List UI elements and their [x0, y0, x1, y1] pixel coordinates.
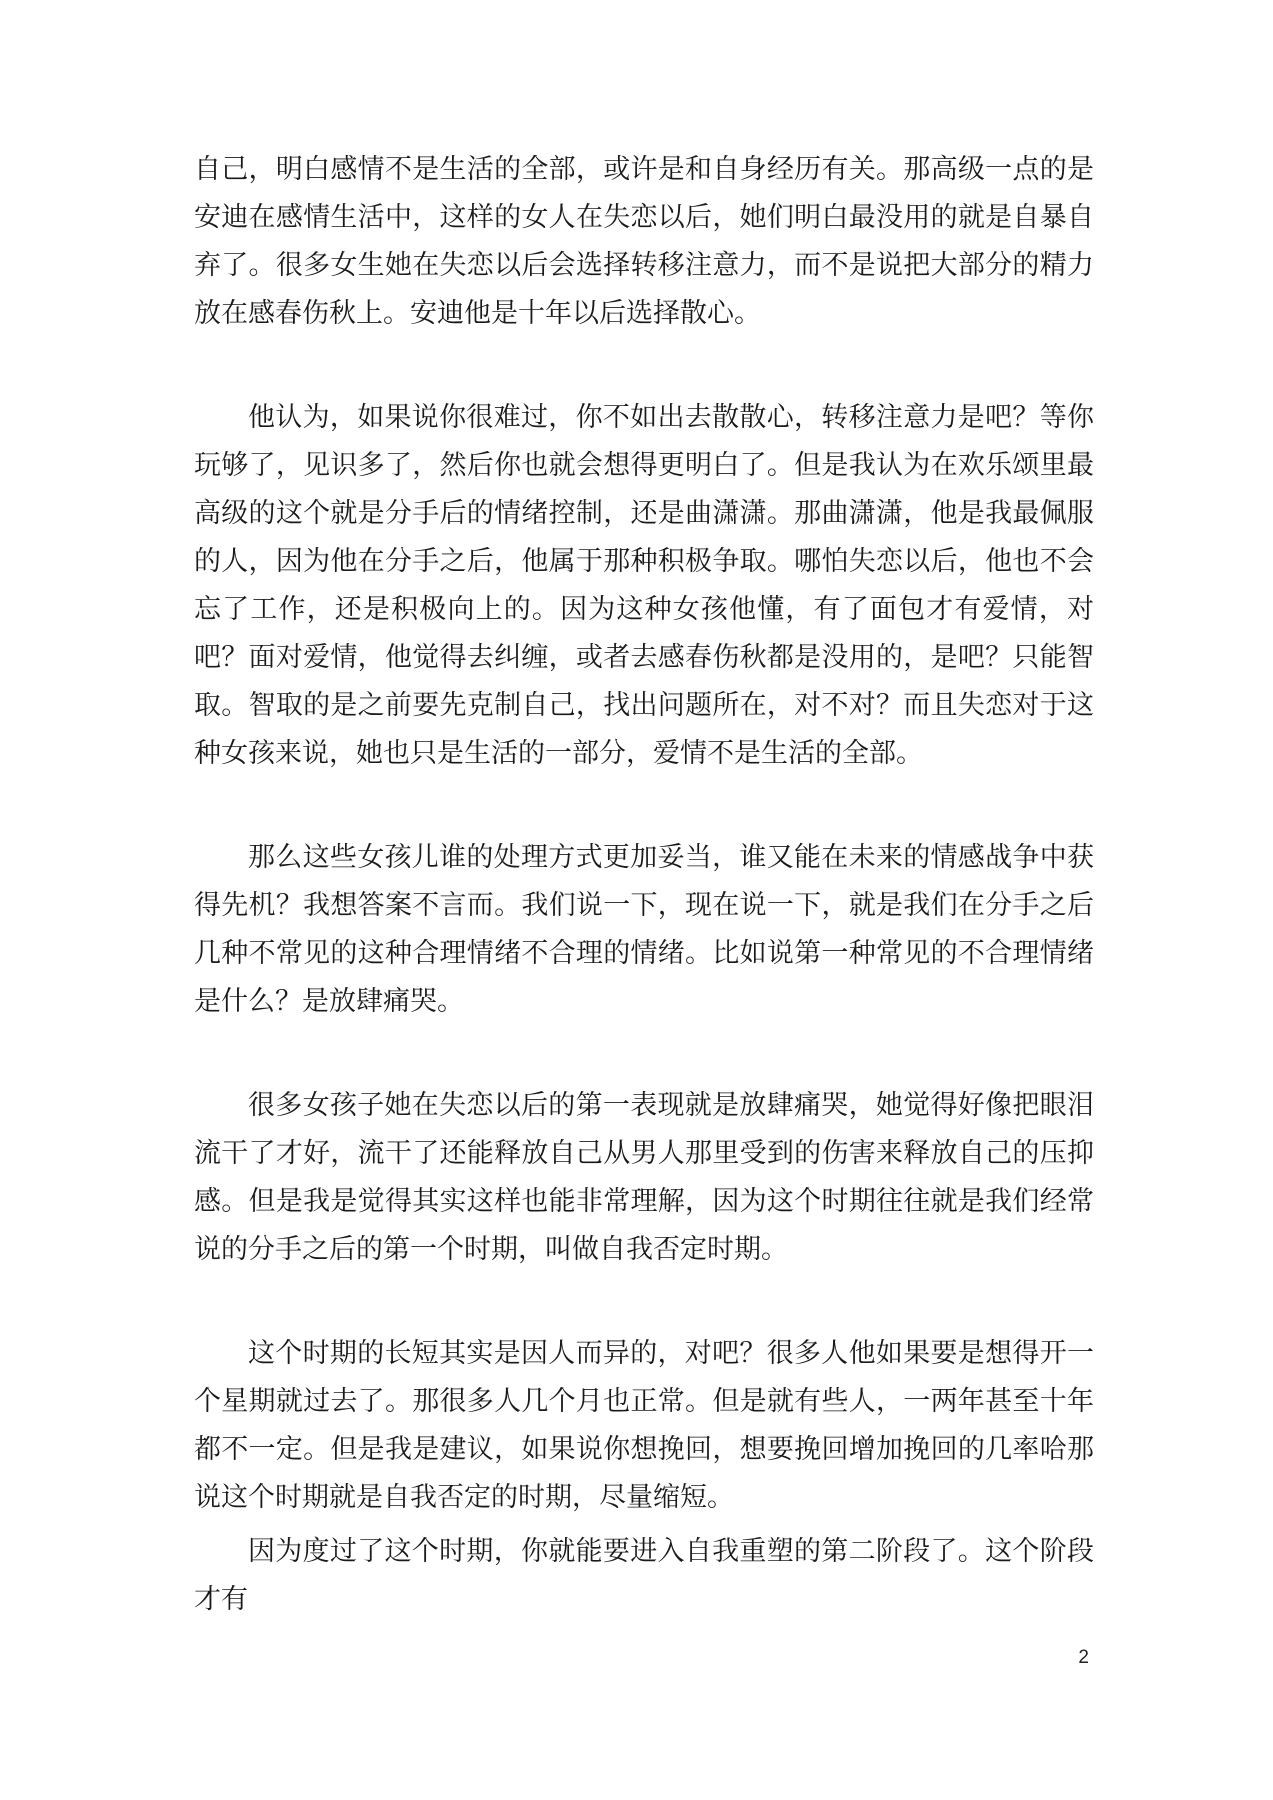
page-number: 2: [1078, 1647, 1089, 1668]
paragraph-4: 很多女孩子她在失恋以后的第一表现就是放肆痛哭，她觉得好像把眼泪流干了才好，流干了还能释放自己从男人那里受到的伤害来释放自己的压抑感。但是我是觉得其实这样也能非常理解，因为这个时期往往就是我们经常说的分手之后的第一个时期，叫做自我否定时期。: [194, 1090, 1094, 1265]
paragraph-3: 那么这些女孩儿谁的处理方式更加妥当，谁又能在未来的情感战争中获得先机？我想答案不言而。我们说一下，现在说一下，就是我们在分手之后几种不常见的这种合理情绪不合理的情绪。比如说第一种常见的不合理情绪是什么？是放肆痛哭。: [194, 842, 1094, 1017]
body-text: [194, 146, 1094, 1624]
paragraph-2: 他认为，如果说你很难过，你不如出去散散心，转移注意力是吧？等你玩够了，见识多了，然后你也就会想得更明白了。但是我认为在欢乐颂里最高级的这个就是分手后的情绪控制，还是曲潇潇。那曲潇潇，他是我最佩服的人，因为他在分手之后，他属于那种积极争取。哪怕失恋以后，他也不会忘了工作，还是积极向上的。因为这种女孩他懂，有了面包才有爱情，对吧？面对爱情，他觉得去纠缠，或者去感春伤秋都是没用的，是吧？只能智取。智取的是之前要先克制自己，找出问题所在，对不对？而且失恋对于这种女孩来说，她也只是生活的一部分，爱情不是生活的全部。: [194, 402, 1094, 769]
paragraph-1: 自己，明白感情不是生活的全部，或许是和自身经历有关。那高级一点的是安迪在感情生活中，这样的女人在失恋以后，她们明白最没用的就是自暴自弃了。很多女生她在失恋以后会选择转移注意力，而不是说把大部分的精力放在感春伤秋上。安迪他是十年以后选择散心。: [194, 154, 1094, 329]
paragraph-5: 这个时期的长短其实是因人而异的，对吧？很多人他如果要是想得开一个星期就过去了。那很多人几个月也正常。但是就有些人，一两年甚至十年都不一定。但是我是建议，如果说你想挽回，想要挽回增加挽回的几率哈那说这个时期就是自我否定的时期，尽量缩短。: [194, 1338, 1094, 1513]
paragraph-6: 因为度过了这个时期，你就能要进入自我重塑的第二阶段了。这个阶段才有: [194, 1536, 1094, 1615]
